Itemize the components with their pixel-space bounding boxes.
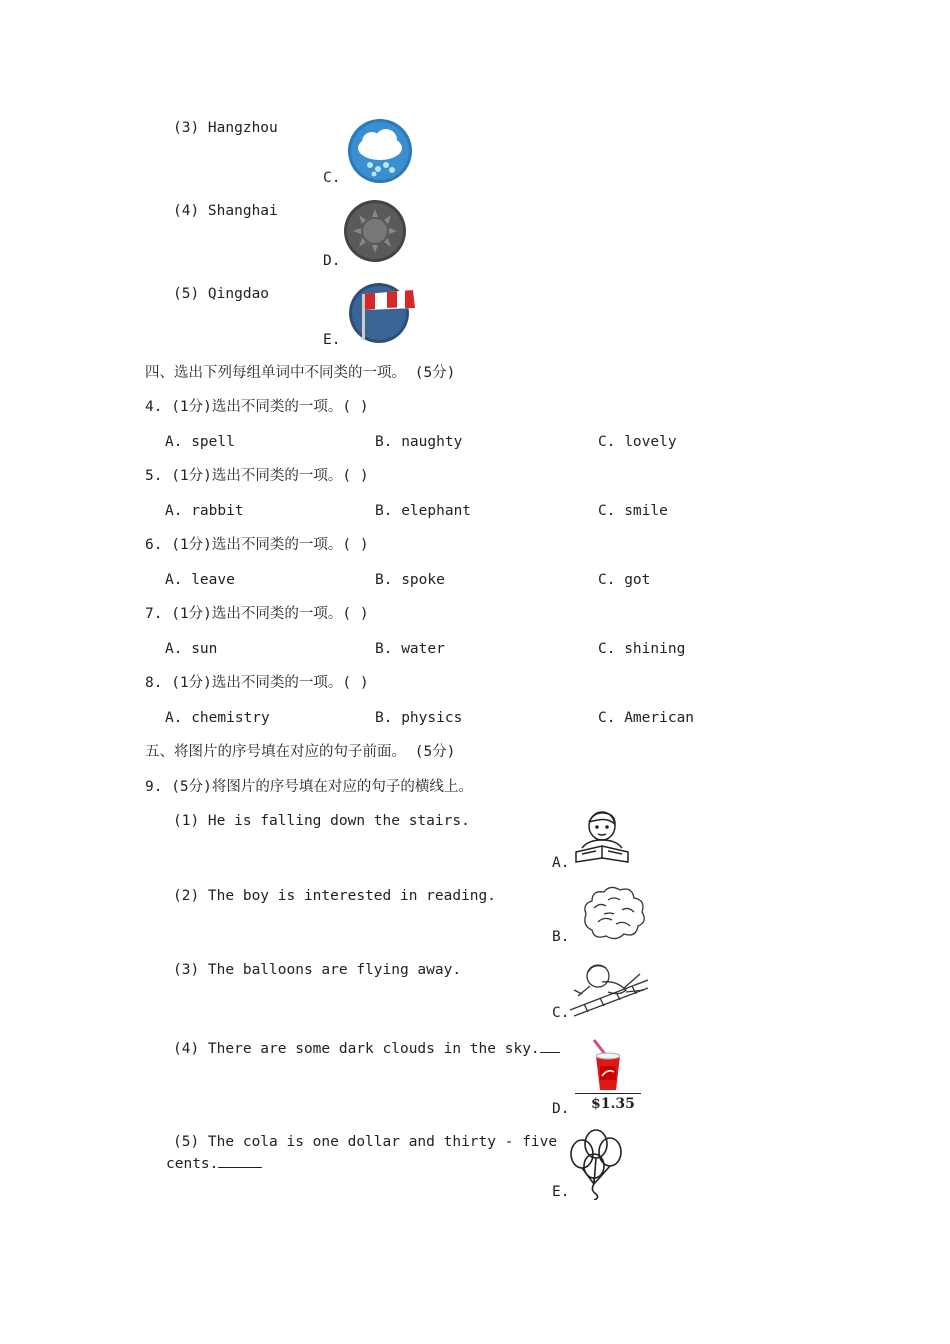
question-7-option-b: B. water	[375, 641, 445, 657]
cola-price: $1.35	[591, 1096, 635, 1112]
sentence-3: (3) The balloons are flying away.	[173, 962, 462, 978]
question-7-option-c: C. shining	[598, 641, 686, 657]
question-5-option-a: A. rabbit	[165, 503, 244, 519]
match-item-qingdao: (5) Qingdao	[173, 286, 270, 302]
question-5-option-b: B. elephant	[375, 503, 472, 519]
section4-heading: 四、选出下列每组单词中不同类的一项。 (5分)	[145, 365, 456, 381]
question-4-option-b: B. naughty	[375, 434, 463, 450]
cola-price-rule	[575, 1093, 641, 1094]
balloons-icon	[566, 1128, 626, 1200]
rain-cloud-icon	[344, 118, 416, 184]
question-4-option-c: C. lovely	[598, 434, 677, 450]
question-5-option-c: C. smile	[598, 503, 668, 519]
option-letter-c: C.	[323, 170, 341, 186]
picture-letter-c: C.	[552, 1005, 570, 1021]
question-6-option-a: A. leave	[165, 572, 235, 588]
answer-blank-4[interactable]	[540, 1040, 560, 1053]
picture-letter-e: E.	[552, 1184, 570, 1200]
question-8-stem: 8. (1分)选出不同类的一项。( )	[145, 675, 369, 691]
sentence-4	[173, 1040, 560, 1057]
option-letter-d: D.	[323, 253, 341, 269]
match-item-shanghai: (4) Shanghai	[173, 203, 278, 219]
sentence-2: (2) The boy is interested in reading.	[173, 888, 497, 904]
picture-letter-b: B.	[552, 929, 570, 945]
picture-letter-d: D.	[552, 1101, 570, 1117]
option-letter-e: E.	[323, 332, 341, 348]
windsock-icon	[343, 282, 419, 344]
picture-letter-a: A.	[552, 855, 570, 871]
sentence-5-line2	[166, 1155, 262, 1172]
question-8-option-a: A. chemistry	[165, 710, 270, 726]
question-6-option-b: B. spoke	[375, 572, 445, 588]
dark-clouds-icon	[578, 884, 650, 942]
sentence-5-line1: (5) The cola is one dollar and thirty - five	[173, 1134, 558, 1150]
sentence-4-text: (4) There are some dark clouds in the sky.	[173, 1041, 540, 1057]
question-6-stem: 6. (1分)选出不同类的一项。( )	[145, 537, 369, 553]
question-7-option-a: A. sun	[165, 641, 218, 657]
question-5-stem: 5. (1分)选出不同类的一项。( )	[145, 468, 369, 484]
boy-reading-icon	[568, 808, 636, 868]
boy-falling-icon	[568, 960, 650, 1018]
question-7-stem: 7. (1分)选出不同类的一项。( )	[145, 606, 369, 622]
question-8-option-c: C. American	[598, 710, 695, 726]
sentence-1: (1) He is falling down the stairs.	[173, 813, 470, 829]
question-4-stem: 4. (1分)选出不同类的一项。( )	[145, 399, 369, 415]
question-9-stem: 9. (5分)将图片的序号填在对应的句子的横线上。	[145, 779, 473, 795]
sentence-5-text: cents.	[166, 1156, 219, 1172]
sun-icon	[340, 199, 410, 263]
question-8-option-b: B. physics	[375, 710, 463, 726]
answer-blank-5[interactable]	[218, 1155, 262, 1168]
match-item-hangzhou: (3) Hangzhou	[173, 120, 278, 136]
question-4-option-a: A. spell	[165, 434, 235, 450]
question-6-option-c: C. got	[598, 572, 651, 588]
section5-heading: 五、将图片的序号填在对应的句子前面。 (5分)	[145, 744, 456, 760]
cola-cup-icon	[588, 1036, 628, 1092]
